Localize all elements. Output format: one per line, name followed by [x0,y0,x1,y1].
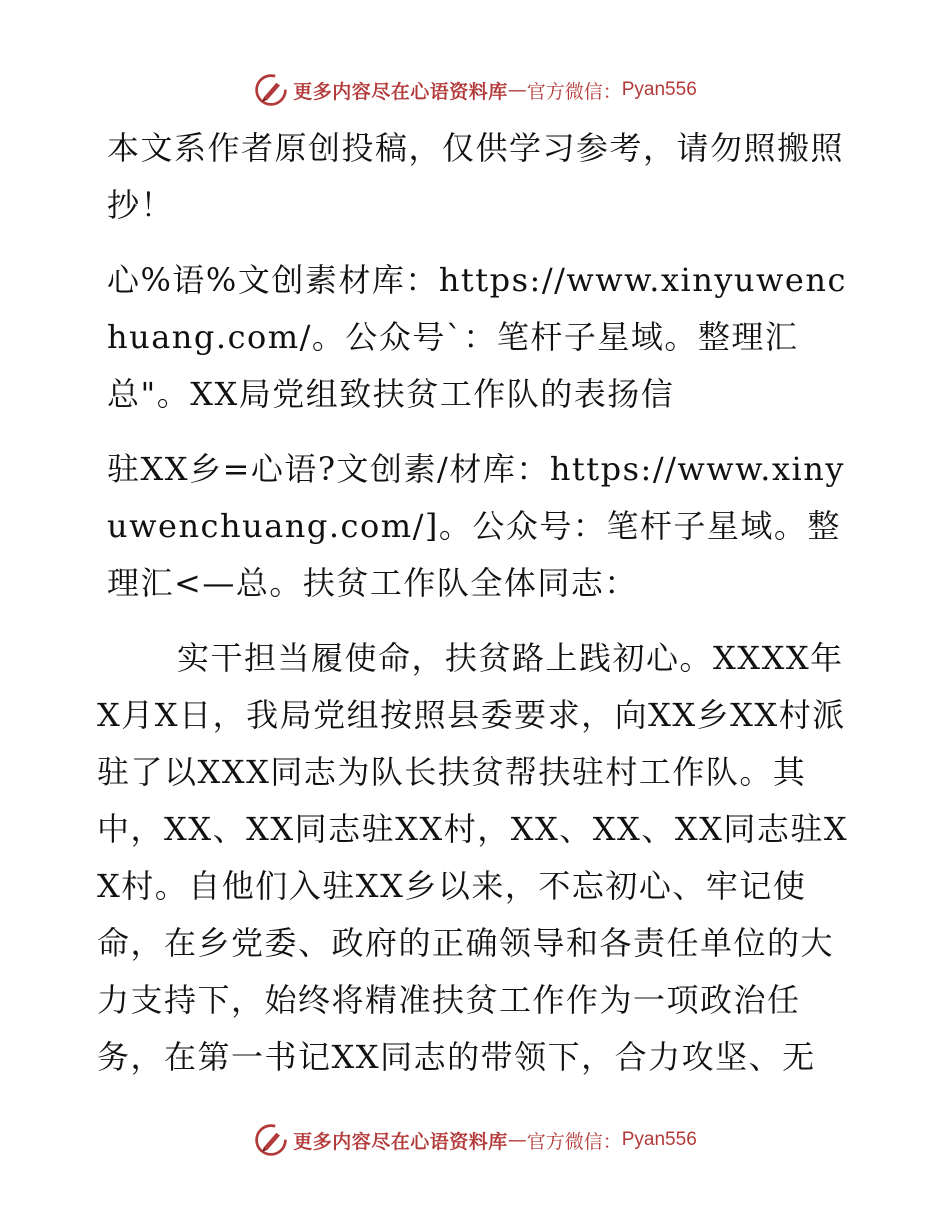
disclaimer-paragraph: 本文系作者原创投稿，仅供学习参考，请勿照搬照抄！ [107,129,845,224]
banner-wechat-id: Pyan556 [621,79,697,100]
banner-separator: — [507,79,527,101]
body-paragraph: 实干担当履使命，扶贫路上践初心。XXXX年X月X日，我局党组按照县委要求，向XX乡XX村派驻了以XXX同志为队长扶贫帮扶驻村工作队。其中，XX、XX同志驻XX村，XX、XX、XX同志驻XX村。自他们入驻XX乡以来，不忘初心、牢记使命，在乡党委、政府的正确领导和各责任单位的大力支持下，始终将精准扶贫工作作为一项政治任务，在第一书记XX同志的带领下，合力攻坚、无 [97,639,849,1076]
banner-title: 更多内容尽在心语资料库 [293,80,508,103]
banner-wechat-label: 官方微信： [526,80,622,103]
footer-banner [0,1120,950,1160]
pen-logo-icon [253,72,289,108]
source-paragraph-2: 驻XX乡=心语?文创素/材库：https://www.xinyuwenchuang.com/]。公众号：笔杆子星域。整理汇<—总。扶贫工作队全体同志： [107,450,845,602]
banner-wechat-id: Pyan556 [621,1129,697,1150]
banner-wechat-label: 官方微信： [526,1130,622,1153]
banner-title: 更多内容尽在心语资料库 [293,1130,508,1153]
banner-separator: — [507,1129,527,1151]
pen-logo-icon [253,1122,289,1158]
source-paragraph-1: 心%语%文创素材库：https://www.xinyuwenchuang.com/。公众号`：笔杆子星域。整理汇总"。XX局党组致扶贫工作队的表扬信 [107,261,847,413]
document-body [97,120,857,1086]
header-banner [0,70,950,110]
